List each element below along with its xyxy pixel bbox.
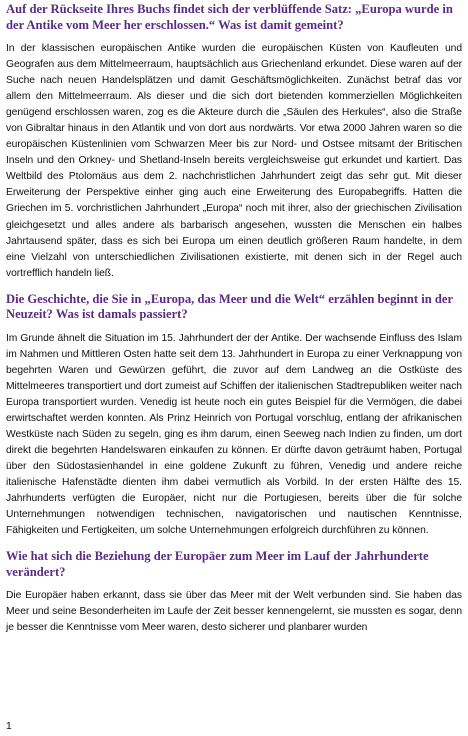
answer-1: In der klassischen europäischen Antike wurden die europäischen Küsten von Kaufleuten und Geografen aus dem Mittelmeerraum, hauptsächlich aus Griechenland erkundet. Diese waren auf der Suche nach neuen Handelsplätzen und damit Geschäftsmöglichkeiten. Zunächst betraf das vor allem den Mittelmeerraum. Als dieser und die sich dort bietenden kommerziellen Möglichkeiten genügend erschlossen waren, zog es die Akteure durch die „Säulen des Herkules“, also die Straße von Gibraltar hinaus in den Atlantik und von dort aus nordwärts. Vor etwa 2000 Jahren waren so die europäischen Küstenlinien vom Schwarzen Meer bis zur Nord- und Ostsee mitsamt der Britischen Inseln und den Orkney- und Shetland-Inseln bereits vergleichsweise gut erkundet und kartiert. Das Weltbild des Ptolomäus aus dem 2. nachchristlichen Jahrhundert zeigt das sehr gut. Mit dieser Erweiterung der Perspektive einher ging auch eine Erweiterung des Europabegriffs. Hatten die Griechen im 5. vorchristlichen Jahrhundert „Europa“ noch mit ihrer, also der griechischen Zivilisation gleichgesetzt und alles andere als barbarisch angesehen, wussten die Menschen ein halbes Jahrtausend später, dass es sich bei Europa um einen deutlich größeren Raum handelte, in dem eine Vielzahl von unterschiedlichen Zivilisationen existierte, mit denen sich in der Regel auch vortrefflich handeln ließ. (6, 43, 462, 279)
interview-section-2 (6, 292, 462, 540)
interview-section-1 (6, 2, 462, 282)
question-3: Wie hat sich die Beziehung der Europäer zum Meer im Lauf der Jahrhunderte verändert? (6, 549, 429, 579)
answer-3: Die Europäer haben erkannt, dass sie über das Meer mit der Welt verbunden sind. Sie haben das Meer und seine Besonderheiten im Laufe der Zeit besser kennengelernt, sie mussten es sogar, denn je besser die Kenntnisse vom Meer waren, desto sicherer und planbarer wurden (6, 590, 462, 634)
question-2: Die Geschichte, die Sie in „Europa, das Meer und die Welt“ erzählen beginnt in der Neuzeit? Was ist damals passiert? (6, 291, 453, 322)
question-1: Auf der Rückseite Ihres Buchs findet sich der verblüffende Satz: „Europa wurde in der Antike vom Meer her erschlossen.“ Was ist damit gemeint? (6, 2, 453, 32)
answer-2: Im Grunde ähnelt die Situation im 15. Jahrhundert der der Antike. Der wachsende Einfluss des Islam im Nahmen und Mittleren Osten hatte seit dem 13. Jahrhundert in Europa zu einer Verknappung von begehrten Waren und Gewürzen geführt, die zuvor auf dem Landweg an die Ostküste des Mittelmeeres transportiert und dort zumeist auf Schiffen der italienischen Stadtrepubliken weiter nach Europa transportiert wurden. Venedig ist heute noch ein gutes Beispiel für die Vermögen, die dabei erwirtschaftet werden konnten. Als Prinz Heinrich von Portugal vorschlug, entlang der afrikanischen Westküste nach Süden zu segeln, ging es ihm darum, einen Seeweg nach Indien zu finden, um dort direkt die begehrten Handelswaren einkaufen zu können. Er dürfte davon geträumt haben, Portugal über den Südostasienhandel in eine goldene Zukunft zu führen, Venedig und andere reiche italienische Hafenstädte dienten ihm dabei vermutlich als Vorbild. In der ersten Hälfte des 15. Jahrhunderts verfügten die Europäer, nicht nur die Portugiesen, bereits über die für solche Unternehmungen notwendigen technischen, navigatorischen und nautischen Kenntnisse, Fähigkeiten und Fertigkeiten, um solche Unternehmungen erfolgreich durchführen zu können. (6, 332, 462, 537)
page-number: 1 (6, 721, 12, 732)
interview-section-3 (6, 549, 462, 636)
